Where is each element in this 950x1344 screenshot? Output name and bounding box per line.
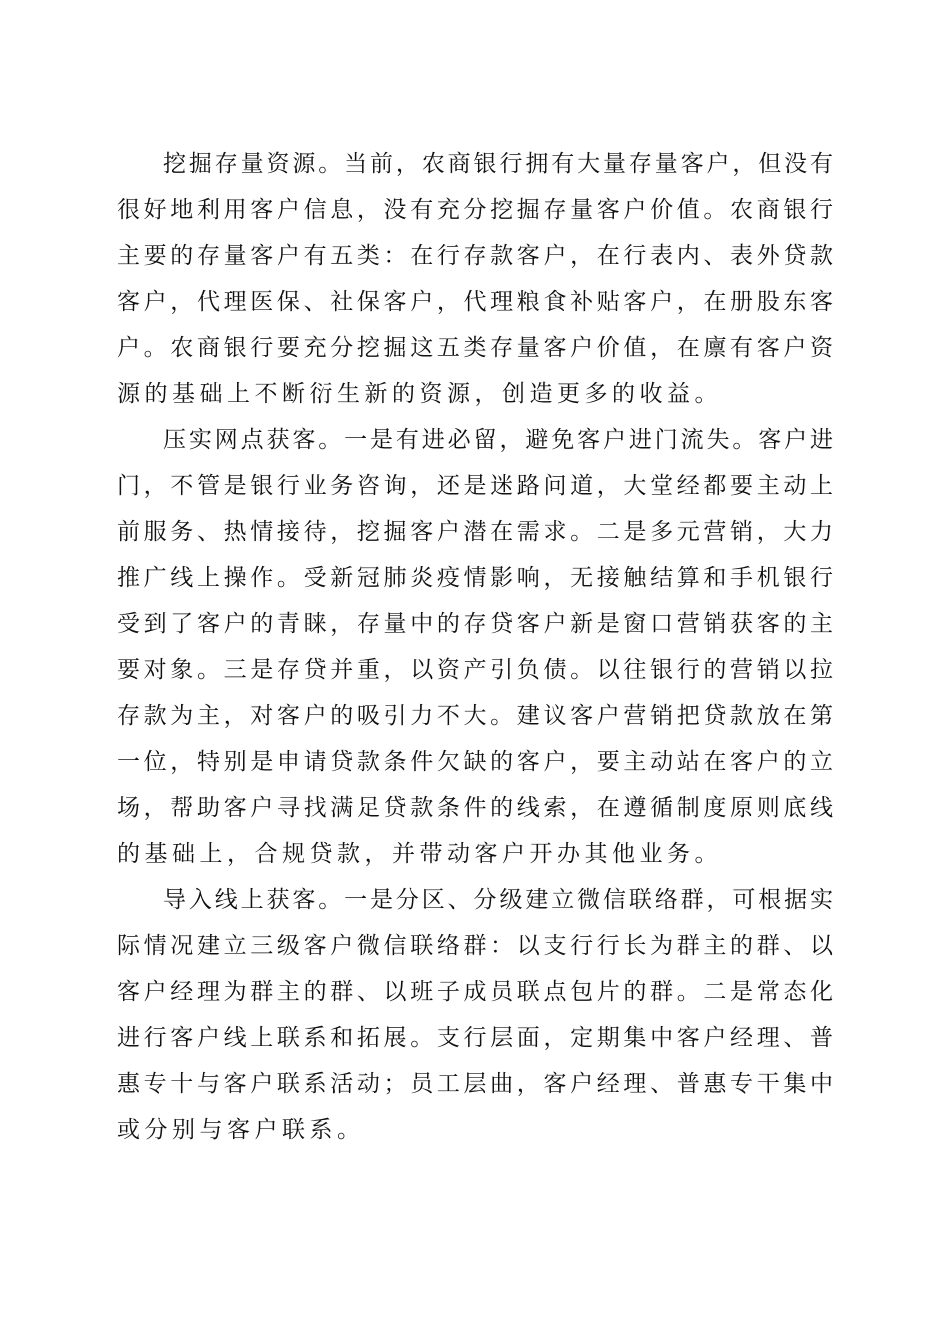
text-line: 要对象。三是存贷并重，以资产引负债。以往银行的营销以拉: [117, 657, 833, 683]
text-line: 源的基础上不断衍生新的资源，创造更多的收益。: [117, 381, 722, 407]
text-line: 门，不管是银行业务咨询，还是迷路问道，大堂经都要主动上: [117, 473, 833, 499]
text-line: 主要的存量客户有五类：在行存款客户，在行表内、表外贷款: [117, 243, 833, 269]
text-line: 际情况建立三级客户微信联络群：以支行行长为群主的群、以: [117, 933, 833, 959]
text-line: 受到了客户的青睐，存量中的存贷客户新是窗口营销获客的主: [117, 611, 833, 637]
text-line: 客户，代理医保、社保客户，代理粮食补贴客户，在册股东客: [117, 289, 833, 315]
text-line: 或分别与客户联系。: [117, 1117, 365, 1143]
text-line: 的基础上，合规贷款，并带动客户开办其他业务。: [117, 841, 722, 867]
text-line: 存款为主，对客户的吸引力不大。建议客户营销把贷款放在第: [117, 703, 833, 729]
text-line: 进行客户线上联系和拓展。支行层面，定期集中客户经理、普: [117, 1025, 833, 1051]
paragraph-existing-resources: [117, 141, 833, 417]
text-line: 很好地利用客户信息，没有充分挖掘存量客户价值。农商银行: [117, 197, 833, 223]
text-line: 挖掘存量资源。当前，农商银行拥有大量存量客户，但没有: [163, 151, 833, 177]
text-line: 推广线上操作。受新冠肺炎疫情影响，无接触结算和手机银行: [117, 565, 833, 591]
text-line: 户。农商银行要充分挖掘这五类存量客户价值，在廪有客户资: [117, 335, 833, 361]
paragraph-branch-acquisition: [117, 417, 833, 877]
text-line: 惠专十与客户联系活动；员工层曲，客户经理、普惠专干集中: [117, 1071, 833, 1097]
paragraph-online-acquisition: [117, 877, 833, 1153]
text-line: 导入线上获客。一是分区、分级建立微信联络群，可根据实: [163, 887, 833, 913]
text-line: 场，帮助客户寻找满足贷款条件的线索，在遵循制度原则底线: [117, 795, 833, 821]
text-line: 压实网点获客。一是有进必留，避免客户进门流失。客户进: [163, 427, 833, 453]
text-line: 一位，特别是申请贷款条件欠缺的客户，要主动站在客户的立: [117, 749, 833, 775]
text-line: 前服务、热情接待，挖掘客户潜在需求。二是多元营销，大力: [117, 519, 833, 545]
document-body: [117, 141, 833, 1153]
text-line: 客户经理为群主的群、以班子成员联点包片的群。二是常态化: [117, 979, 833, 1005]
